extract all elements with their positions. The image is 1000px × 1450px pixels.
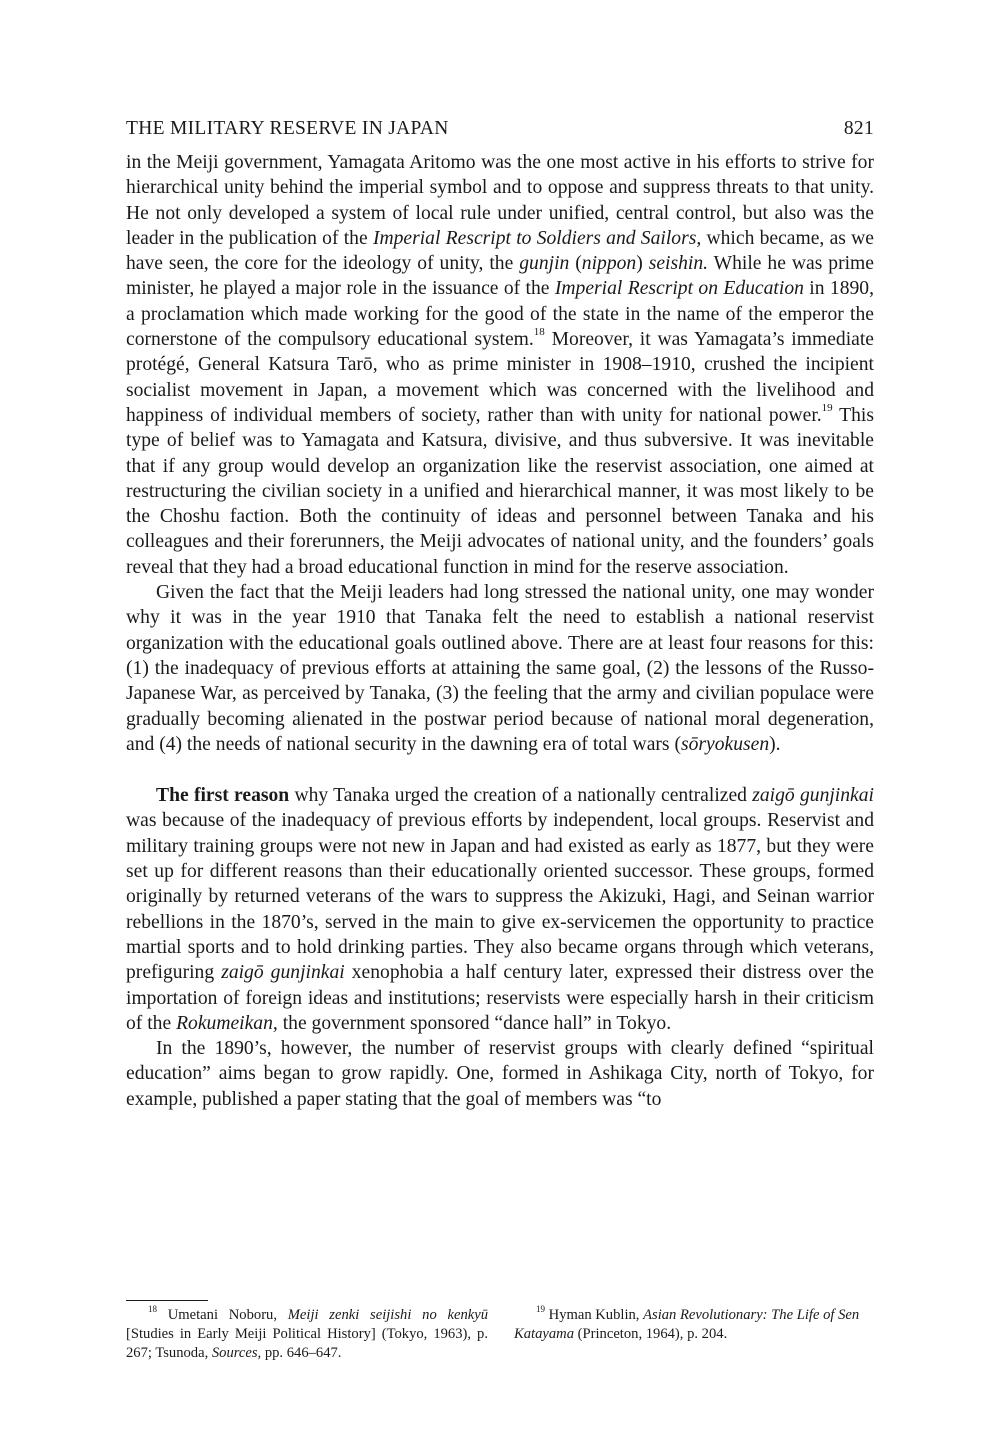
page (126, 118, 874, 1112)
article-body (126, 150, 874, 1112)
footnote-19: $^{19}$ Hyman Kublin, Asian Revolutionary: The Life of Sen Katayama (Princeton, 1964), p. 204. (514, 1304, 860, 1342)
page-number: 821 (843, 118, 874, 139)
paragraph-1: in the Meiji government, Yamagata Aritomo was the one most active in his efforts to strive for hierarchical unity behind the imperial symbol and to oppose and suppress threats to that unity. He not only developed a system of local rule under unified, central control, but also was the leader in the publication of the Imperial Rescript to Soldiers and Sailors, which became, as we have seen, the core for the ideology of unity, the gunjin (nippon) seishin. While he was prime minister, he played a major role in the issuance of the Imperial Rescript on Education in 1890, a proclamation which made working for the good of the state in the name of the emperor the cornerstone of the compulsory educational system.$^{18}$ Moreover, it was Yamagata’s immediate protégé, General Katsura Tarō, who as prime minister in 1908–1910, crushed the incipient socialist movement in Japan, a movement which was concerned with the livelihood and happiness of individual members of society, rather than with unity for national power.$^{19}$ This type of belief was to Yamagata and Katsura, divisive, and thus subversive. It was inevitable that if any group would develop an organization like the reservist association, one aimed at restructuring the civilian society in a unified and hierarchical manner, it was most likely to be the Choshu faction. Both the continuity of ideas and personnel between Tanaka and his colleagues and their forerunners, the Meiji advocates of national unity, and the founders’ goals reveal that they had a broad educational function in mind for the reserve association. (126, 152, 875, 578)
running-title: THE MILITARY RESERVE IN JAPAN (126, 118, 449, 139)
section-lead: The first reason (156, 785, 290, 807)
paragraph-3: The first reason why Tanaka urged the creation of a nationally centralized zaigō gunjinkai was because of the inadequacy of previous efforts by independent, local groups. Reservist and military training groups were not new in Japan and had existed as early as 1877, but they were set up for different reasons than their educationally oriented successor. These groups, formed originally by returned veterans of the wars to suppress the Akizuki, Hagi, and Seinan warrior rebellions in the 1870’s, served in the main to give ex-servicemen the opportunity to practice martial sports and to hold drinking parties. They also became organs through which veterans, prefiguring zaigō gunjinkai xenophobia a half century later, expressed their distress over the importation of foreign ideas and institutions; reservists were especially harsh in their criticism of the Rokumeikan, the government sponsored “dance hall” in Tokyo. (126, 785, 874, 1034)
running-header (126, 118, 874, 140)
footnote-ref-18[interactable]: 18 (533, 326, 545, 339)
footnote-rule (126, 1300, 208, 1301)
paragraph-2: Given the fact that the Meiji leaders had long stressed the national unity, one may wonder why it was in the year 1910 that Tanaka felt the need to establish a national reservist organization with the educational goals outlined above. There are at least four reasons for this: (1) the inadequacy of previous efforts at attaining the same goal, (2) the lessons of the Russo-Japanese War, as perceived by Tanaka, (3) the feeling that the army and civilian populace were gradually becoming alienated in the postwar period because of national moral degeneration, and (4) the needs of national security in the dawning era of total wars (sōryokusen). (126, 582, 874, 755)
footnotes (126, 1306, 874, 1363)
paragraph-4: In the 1890’s, however, the number of reservist groups with clearly defined “spiritual education” aims began to grow rapidly. One, formed in Ashikaga City, north of Tokyo, for example, published a paper stating that the goal of members was “to (126, 1038, 874, 1110)
footnote-ref-19[interactable]: 19 (821, 401, 833, 414)
footnote-18: $^{18}$ Umetani Noboru, Meiji zenki seijishi no kenkyū [Studies in Early Meiji Political History] (Tokyo, 1963), p. 267; Tsunoda, Sources, pp. 646–647. (126, 1304, 488, 1361)
